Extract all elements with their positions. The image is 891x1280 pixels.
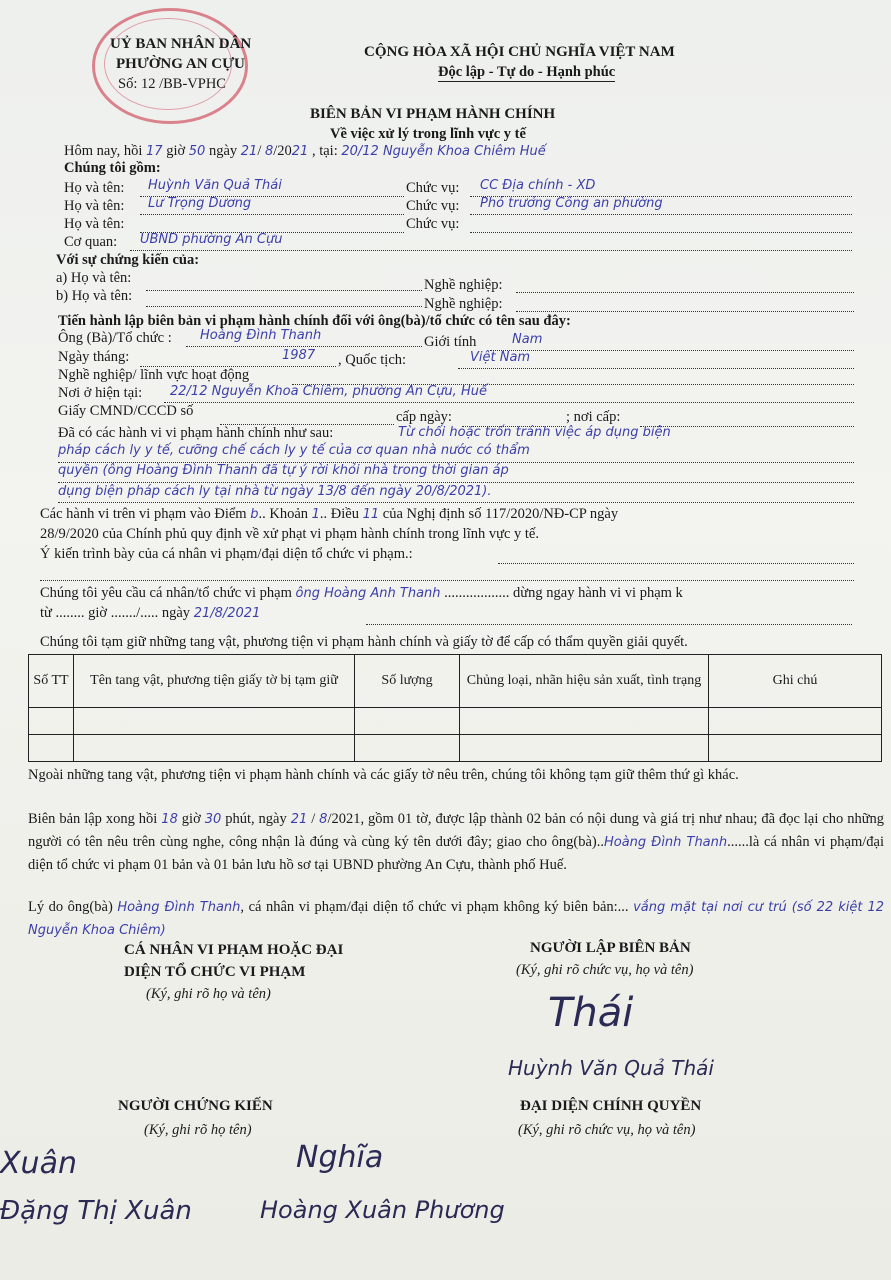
legal-basis-line1: Các hành vi trên vi phạm vào Điểm b.. Khoản 1.. Điều 11 của Nghị định số 117/2020/NĐ-CP ngày	[40, 506, 619, 522]
official-2-position: Phó trưởng Công an phường	[480, 196, 663, 211]
legal-basis-line2: 28/9/2020 của Chính phủ quy định về xử phạt vi phạm hành chính trong lĩnh vực y tế.	[40, 526, 539, 542]
violator-sign-note: (Ký, ghi rõ họ và tên)	[146, 986, 271, 1002]
col-note: Ghi chú	[709, 655, 882, 708]
gov-sign-note: (Ký, ghi rõ chức vụ, họ và tên)	[518, 1122, 696, 1138]
violator-org-label: Ông (Bà)/Tổ chức :	[58, 330, 172, 346]
violator-nationality-label: , Quốc tịch:	[338, 352, 407, 368]
seized-items-table	[28, 654, 882, 762]
officials-heading: Chúng tôi gồm:	[64, 160, 161, 176]
doc-number: Số: 12 /BB-VPHC	[118, 76, 226, 92]
refusal-name: Hoàng Đình Thanh	[117, 900, 241, 915]
violator-sign-title-1: CÁ NHÂN VI PHẠM HOẶC ĐẠI	[124, 942, 344, 958]
closing-hour: 18	[161, 812, 178, 827]
violator-nationality: Việt Nam	[470, 350, 531, 365]
official-2-label: Họ và tên:	[64, 198, 125, 214]
intro-hour: 17	[146, 144, 163, 159]
witness-a-job-label: Nghề nghiệp:	[424, 277, 503, 293]
maker-sign-title: NGƯỜI LẬP BIÊN BẢN	[530, 940, 691, 956]
violation-text-1: Từ chối hoặc trốn tránh việc áp dụng biện	[398, 425, 671, 440]
col-type: Chủng loại, nhãn hiệu sản xuất, tình trạng	[460, 655, 709, 708]
intro-minute: 50	[188, 144, 206, 159]
table-row	[29, 735, 882, 762]
request-person: ông Hoàng Anh Thanh	[295, 586, 441, 601]
col-quantity: Số lượng	[355, 655, 460, 708]
closing-month: 8	[319, 812, 328, 827]
violator-name: Hoàng Đình Thanh	[200, 328, 322, 343]
legal-point: b	[250, 507, 259, 522]
request-date: 21/8/2021	[193, 606, 261, 621]
refusal-reason: vắng mặt tại nơi cư trú (số 22 kiệt 12 Nguyễn Khoa Chiêm)	[28, 900, 885, 938]
authority-line1: UỶ BAN NHÂN DÂN	[110, 36, 252, 52]
witness-1-signature: Xuân	[0, 1146, 77, 1181]
violator-dob-label: Ngày tháng:	[58, 349, 130, 365]
witness-1-handwritten-name: Đặng Thị Xuân	[0, 1196, 192, 1226]
violation-text-3: quyền (ông Hoàng Đình Thanh đã tự ý rời khỏi nhà trong thời gian áp	[58, 463, 509, 478]
violator-heading: Tiến hành lập biên bản vi phạm hành chính đối với ông(bà)/tổ chức có tên sau đây:	[58, 313, 571, 329]
witness-sign-note: (Ký, ghi rõ họ tên)	[144, 1122, 252, 1138]
violation-label: Đã có các hành vi vi phạm hành chính như sau:	[58, 425, 334, 441]
violator-gender-label: Giới tính	[424, 334, 477, 350]
agency-value: UBND phường An Cựu	[140, 232, 283, 247]
violator-address: 22/12 Nguyễn Khoa Chiêm, phường An Cựu, Huế	[170, 384, 487, 399]
official-1-position-label: Chức vụ:	[406, 180, 460, 196]
violator-gender: Nam	[512, 332, 543, 347]
official-2-position-label: Chức vụ:	[406, 198, 460, 214]
doc-title: BIÊN BẢN VI PHẠM HÀNH CHÍNH	[310, 106, 556, 122]
intro-day: 21	[240, 144, 258, 159]
intro-place: 20/12 Nguyễn Khoa Chiêm Huế	[341, 144, 546, 159]
violator-id-date-label: cấp ngày:	[396, 409, 452, 425]
closing-paragraph-1: Ngoài những tang vật, phương tiện vi phạm hành chính và các giấy tờ nêu trên, chúng tôi không tạm giữ thêm thứ gì khác.	[28, 767, 739, 783]
violator-dob: 1987	[282, 348, 316, 363]
authority-line2: PHƯỜNG AN CỰU	[116, 56, 245, 72]
violation-text-2: pháp cách ly y tế, cưỡng chế cách ly y tế của cơ quan nhà nước có thẩm	[58, 443, 530, 458]
official-3-label: Họ và tên:	[64, 216, 125, 232]
maker-signature: Thái	[548, 990, 634, 1036]
agency-label: Cơ quan:	[64, 234, 118, 250]
closing-paragraph-3: Lý do ông(bà) Hoàng Đình Thanh, cá nhân vi phạm/đại diện tổ chức vi phạm không ký biên bản:... vắng mặt tại nơi cư trú (số 22 kiệt 12 Nguyễn Khoa Chiêm)	[28, 899, 885, 938]
closing-paragraph-2: Biên bản lập xong hồi 18 giờ 30 phút, ngày 21 / 8/2021, gồm 01 tờ, được lập thành 02 bản có nội dung và giá trị như nhau; đã đọc lại cho những người có tên nêu trên cùng nghe, công nhận là đúng và cùng ký tên dưới đây; giao cho ông(bà)..Hoàng Đình Thanh......là cá nhân vi phạm/đại diện tổ chức vi phạm 01 bản và 01 bản lưu hồ sơ tại UBND phường An Cựu, thành phố Huế.	[28, 811, 885, 873]
request-line2: từ ........ giờ ......./..... ngày 21/8/2021	[40, 605, 261, 621]
doc-subtitle: Về việc xử lý trong lĩnh vực y tế	[330, 126, 526, 142]
official-1-position: CC Địa chính - XD	[480, 178, 596, 193]
intro-year: 21	[291, 144, 309, 159]
witness-2-handwritten-name: Hoàng Xuân Phương	[260, 1196, 505, 1224]
violator-job-label: Nghề nghiệp/ lĩnh vực hoạt động	[58, 367, 250, 383]
official-3-position-label: Chức vụ:	[406, 216, 460, 232]
violation-text-4: dụng biện pháp cách ly tại nhà từ ngày 13/8 đến ngày 20/8/2021).	[58, 484, 492, 499]
witness-b-label: b) Họ và tên:	[56, 288, 133, 304]
witness-b-job-label: Nghề nghiệp:	[424, 296, 503, 312]
seizure-intro: Chúng tôi tạm giữ những tang vật, phương tiện vi phạm hành chính và giấy tờ để cấp có thẩm quyền giải quyết.	[40, 634, 688, 650]
opinion-label: Ý kiến trình bày của cá nhân vi phạm/đại diện tổ chức vi phạm.:	[40, 546, 413, 562]
closing-minute: 30	[204, 812, 222, 827]
violator-id-label: Giấy CMND/CCCD số	[58, 403, 194, 419]
closing-day: 21	[290, 812, 308, 827]
official-1-name: Huỳnh Văn Quả Thái	[148, 178, 282, 193]
maker-sign-note: (Ký, ghi rõ chức vụ, họ và tên)	[516, 962, 694, 978]
country-name: CỘNG HÒA XÃ HỘI CHỦ NGHĨA VIỆT NAM	[364, 44, 675, 60]
witness-2-signature: Nghĩa	[296, 1140, 384, 1175]
legal-article: 11	[362, 507, 380, 522]
national-motto: Độc lập - Tự do - Hạnh phúc	[438, 64, 616, 80]
col-stt: Số TT	[29, 655, 74, 708]
violator-id-place-label: ; nơi cấp:	[566, 409, 621, 425]
col-item-name: Tên tang vật, phương tiện giấy tờ bị tạm giữ	[74, 655, 355, 708]
legal-clause: 1	[311, 507, 320, 522]
official-1-label: Họ và tên:	[64, 180, 125, 196]
request-line1: Chúng tôi yêu cầu cá nhân/tổ chức vi phạm ông Hoàng Anh Thanh .................. dừng ngay hành vi vi phạm k	[40, 585, 683, 601]
violator-sign-title-2: DIỆN TỔ CHỨC VI PHẠM	[124, 964, 306, 980]
violator-address-label: Nơi ở hiện tại:	[58, 385, 143, 401]
maker-handwritten-name: Huỳnh Văn Quả Thái	[508, 1056, 714, 1080]
intro-line: Hôm nay, hồi 17 giờ 50 ngày 21/ 8/2021 , tại: 20/12 Nguyễn Khoa Chiêm Huế	[64, 143, 546, 159]
witness-a-label: a) Họ và tên:	[56, 270, 132, 286]
intro-month: 8	[264, 144, 274, 159]
official-2-name: Lư Trọng Dương	[148, 196, 252, 211]
gov-sign-title: ĐẠI DIỆN CHÍNH QUYỀN	[520, 1098, 702, 1114]
table-row	[29, 708, 882, 735]
witness-heading: Với sự chứng kiến của:	[56, 252, 200, 268]
closing-recipient: Hoàng Đình Thanh	[603, 835, 728, 850]
witness-sign-title: NGƯỜI CHỨNG KIẾN	[118, 1098, 273, 1114]
